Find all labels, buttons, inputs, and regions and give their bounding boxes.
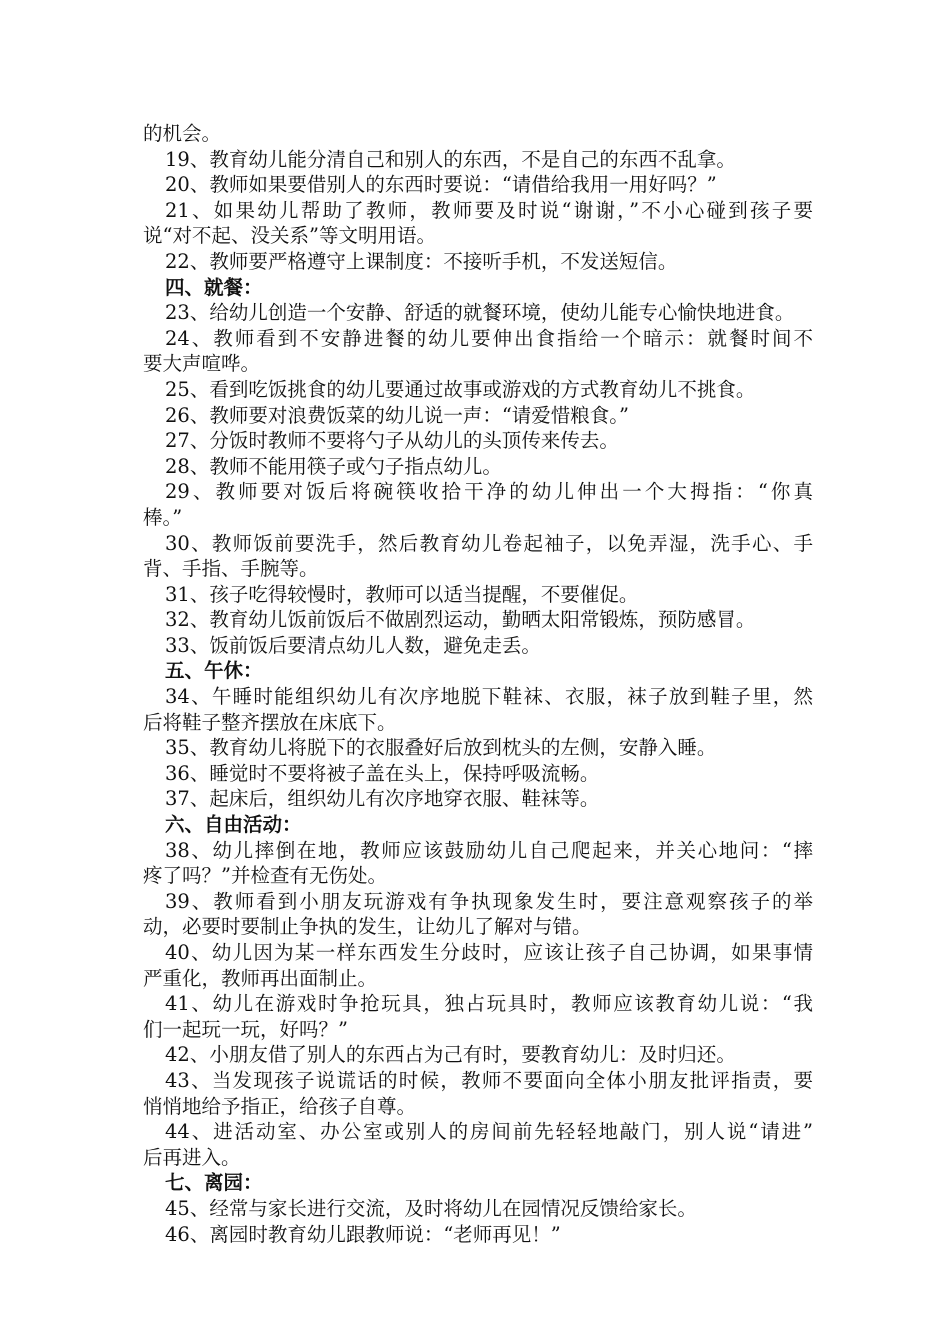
document-page: [143, 121, 813, 1247]
text-line: 严重化，教师再出面制止。: [143, 966, 378, 990]
list-item-24: 24、教师看到不安静进餐的幼儿要伸出食指给一个暗示：就餐时间不: [165, 326, 813, 350]
section-heading-nap: 五、午休：: [165, 659, 263, 683]
text-line: 动，必要时要制止争执的发生，让幼儿了解对与错。: [143, 915, 592, 939]
list-item-20: 20、教师如果要借别人的东西时要说：“请借给我用一用好吗？”: [165, 173, 717, 197]
list-item-28: 28、教师不能用筷子或勺子指点幼儿。: [165, 454, 502, 478]
text-line: 要大声喧哗。: [143, 352, 261, 376]
section-heading-departure: 七、离园：: [165, 1171, 263, 1195]
section-heading-dining: 四、就餐：: [165, 275, 263, 299]
list-item-21: 21、如果幼儿帮助了教师，教师要及时说“谢谢，”不小心碰到孩子要: [165, 198, 813, 222]
text-line: 后再进入。: [143, 1145, 241, 1169]
list-item-41: 41、幼儿在游戏时争抢玩具，独占玩具时，教师应该教育幼儿说：“我: [165, 992, 813, 1016]
list-item-26: 26、教师要对浪费饭菜的幼儿说一声：“请爱惜粮食。”: [165, 403, 630, 427]
list-item-37: 37、起床后，组织幼儿有次序地穿衣服、鞋袜等。: [165, 787, 600, 811]
list-item-42: 42、小朋友借了别人的东西占为己有时，要教育幼儿：及时归还。: [165, 1043, 736, 1067]
section-heading-free-activity: 六、自由活动：: [165, 813, 302, 837]
list-item-40: 40、幼儿因为某一样东西发生分歧时，应该让孩子自己协调，如果事情: [165, 941, 813, 964]
list-item-45: 45、经常与家长进行交流，及时将幼儿在园情况反馈给家长。: [165, 1196, 697, 1220]
list-item-34: 34、午睡时能组织幼儿有次序地脱下鞋袜、衣服，袜子放到鞋子里，然: [165, 685, 813, 709]
list-item-31: 31、孩子吃得较慢时，教师可以适当提醒，不要催促。: [165, 582, 639, 606]
text-line: 后将鞋子整齐摆放在床底下。: [143, 710, 397, 734]
list-item-33: 33、饭前饭后要清点幼儿人数，避免走丢。: [165, 633, 541, 657]
list-item-23: 23、给幼儿创造一个安静、舒适的就餐环境，使幼儿能专心愉快地进食。: [165, 301, 795, 325]
text-line: 背、手指、手腕等。: [143, 557, 319, 581]
list-item-44: 44、进活动室、办公室或别人的房间前先轻轻地敲门，别人说“请进”: [165, 1120, 813, 1144]
list-item-39: 39、教师看到小朋友玩游戏有争执现象发生时，要注意观察孩子的举: [165, 889, 813, 913]
list-item-46: 46、离园时教育幼儿跟教师说：“老师再见！”: [165, 1222, 561, 1246]
list-item-35: 35、教育幼儿将脱下的衣服叠好后放到枕头的左侧，安静入睡。: [165, 736, 717, 760]
text-line: 棒。”: [143, 505, 183, 529]
list-item-22: 22、教师要严格遵守上课制度：不接听手机，不发送短信。: [165, 249, 678, 273]
list-item-43: 43、当发现孩子说谎话的时候，教师不要面向全体小朋友批评指责，要: [165, 1068, 813, 1092]
list-item-29: 29、教师要对饭后将碗筷收拾干净的幼儿伸出一个大拇指：“你真: [165, 480, 813, 504]
text-line: 悄悄地给予指正，给孩子自尊。: [143, 1094, 417, 1118]
list-item-19: 19、教育幼儿能分清自己和别人的东西，不是自己的东西不乱拿。: [165, 147, 736, 171]
list-item-30: 30、教师饭前要洗手，然后教育幼儿卷起袖子，以免弄湿，洗手心、手: [165, 531, 813, 555]
list-item-38: 38、幼儿摔倒在地，教师应该鼓励幼儿自己爬起来，并关心地问：“摔: [165, 838, 813, 862]
list-item-27: 27、分饭时教师不要将勺子从幼儿的头顶传来传去。: [165, 429, 619, 453]
text-line: 的机会。: [143, 122, 222, 145]
text-line: 说“对不起、没关系”等文明用语。: [143, 224, 436, 248]
text-line: 们一起玩一玩，好吗？”: [143, 1017, 348, 1041]
list-item-36: 36、睡觉时不要将被子盖在头上，保持呼吸流畅。: [165, 761, 600, 785]
list-item-25: 25、看到吃饭挑食的幼儿要通过故事或游戏的方式教育幼儿不挑食。: [165, 377, 756, 401]
text-line: 疼了吗？”并检查有无伤处。: [143, 864, 387, 888]
list-item-32: 32、教育幼儿饭前饭后不做剧烈运动，勤晒太阳常锻炼，预防感冒。: [165, 608, 756, 632]
